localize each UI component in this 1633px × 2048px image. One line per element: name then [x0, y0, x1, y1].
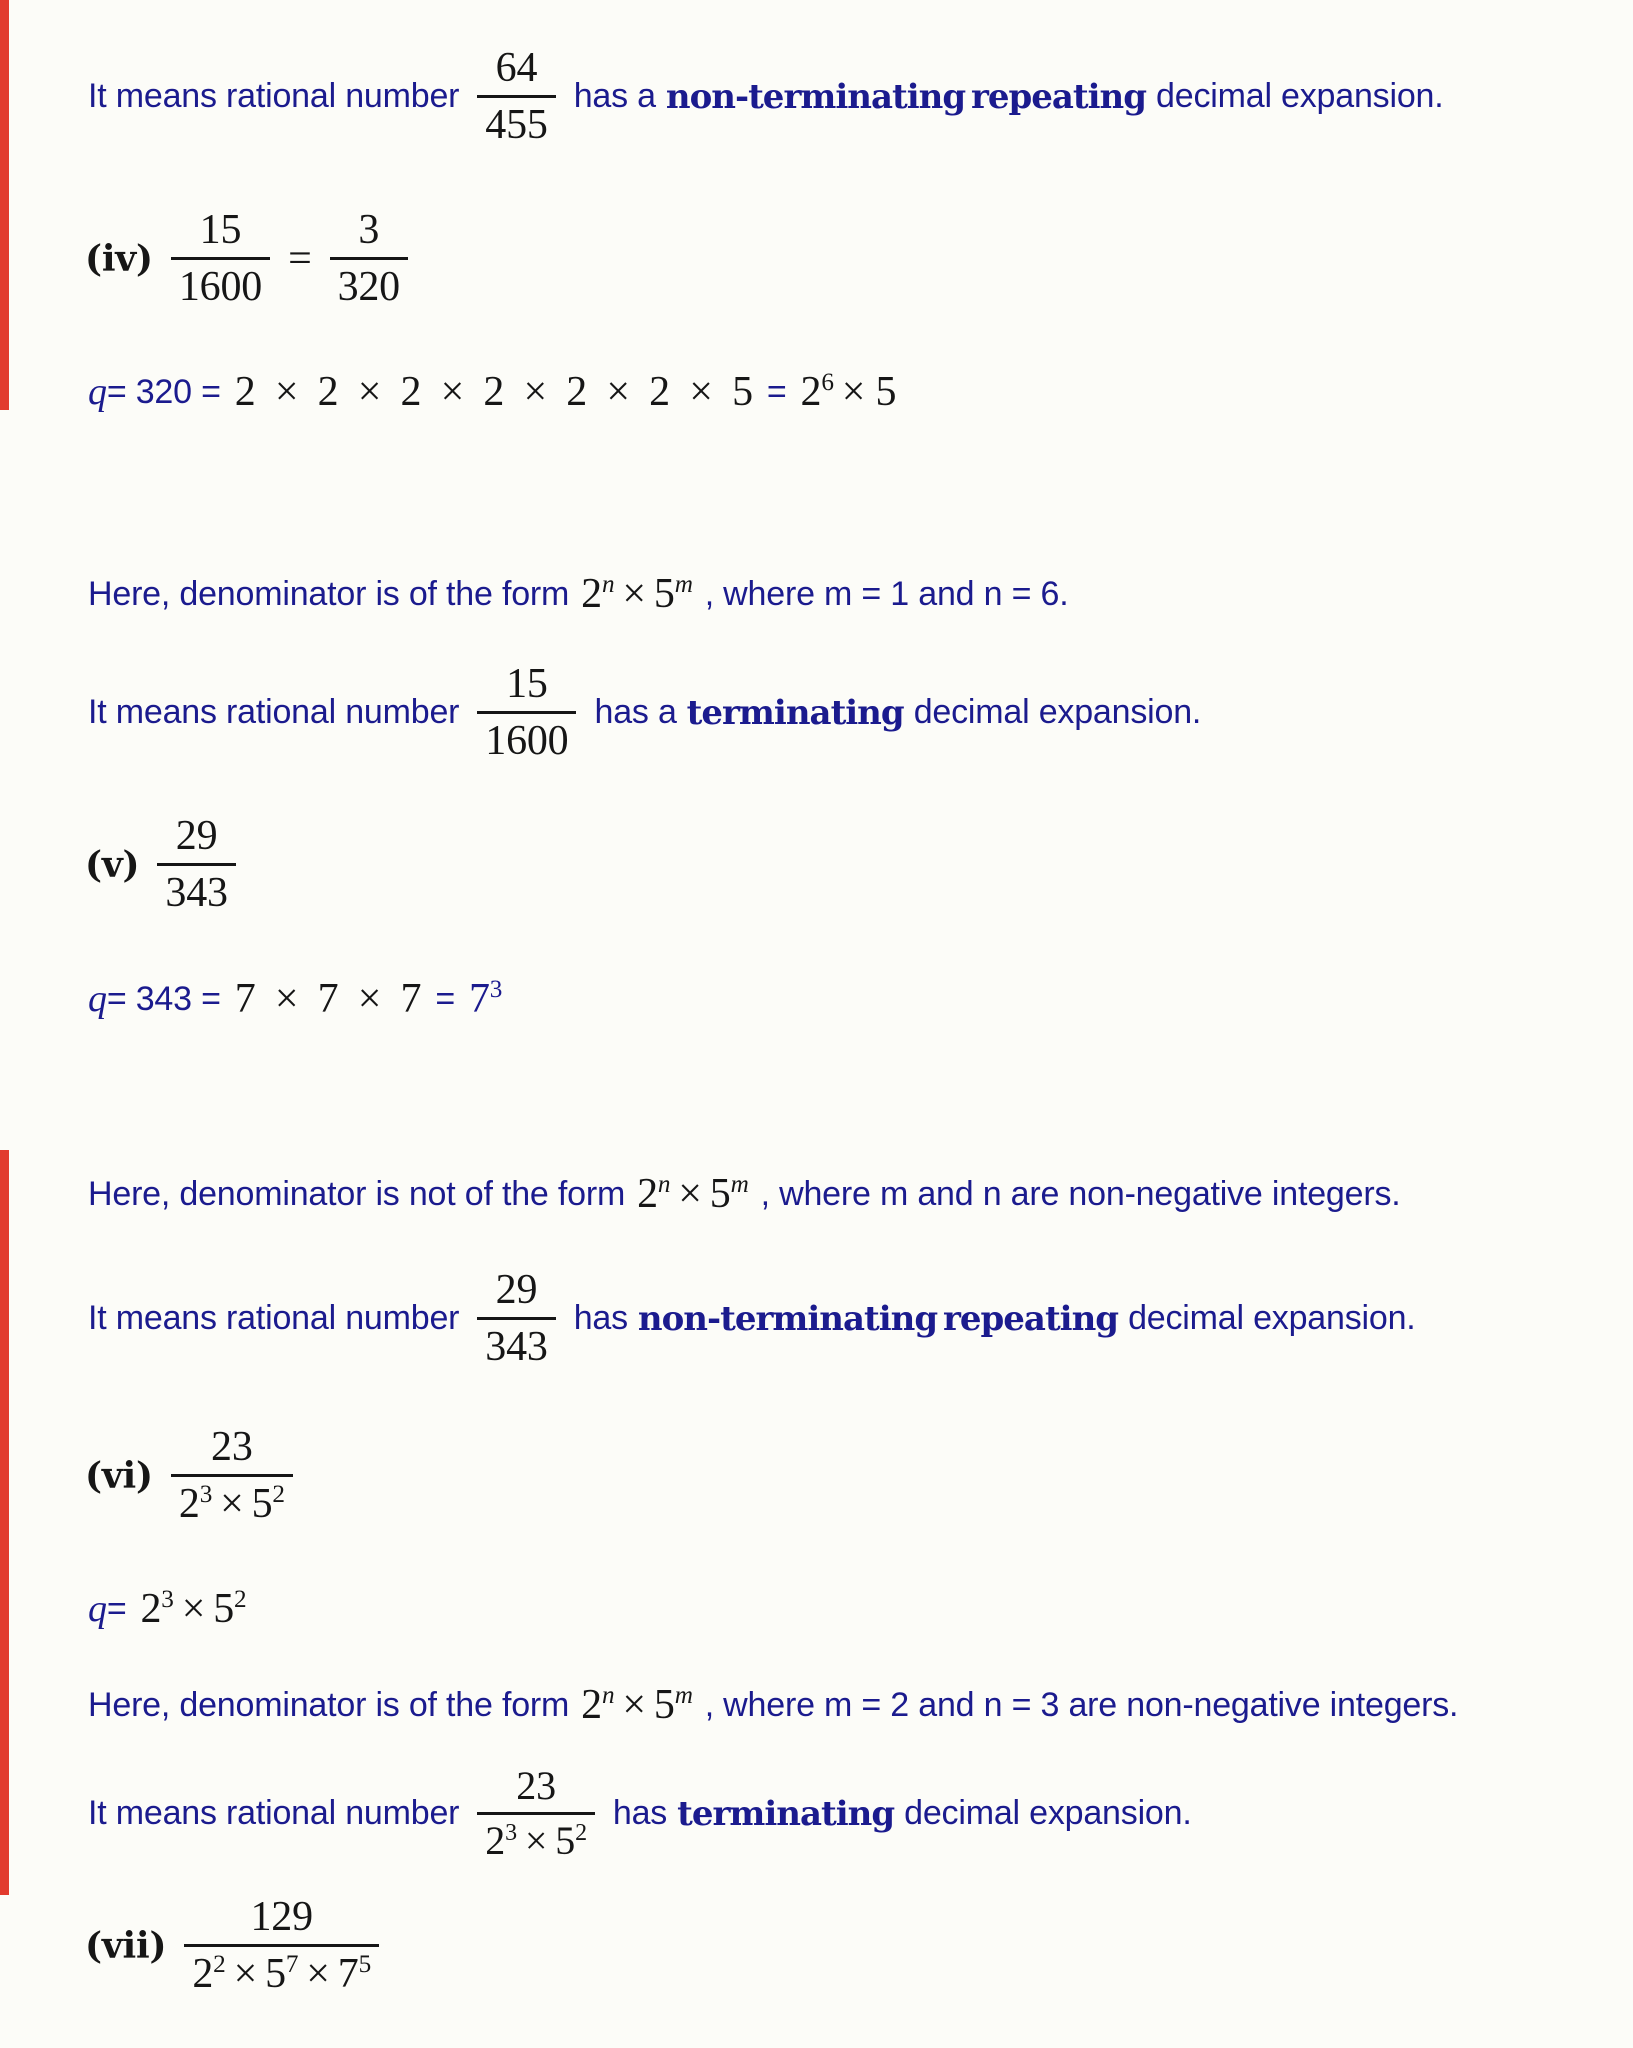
statement-text: Here, denominator is not of the form	[88, 1174, 626, 1213]
power-base: 2	[140, 1586, 162, 1632]
times-sign: ×	[306, 1951, 330, 1998]
item-label: (v)	[85, 843, 140, 886]
statement-text: decimal expansion.	[1128, 1299, 1416, 1338]
statement-text: has a	[573, 77, 656, 116]
power-expression	[469, 975, 502, 1023]
power-exponent: 2	[575, 1820, 587, 1847]
fraction-denominator	[477, 1820, 595, 1862]
statement-64-455	[88, 46, 1444, 147]
q-factorization-343	[88, 975, 502, 1023]
statement-text: , where m = 1 and n = 6.	[704, 574, 1069, 613]
form-expression-2n-5m	[581, 1681, 693, 1729]
power-exponent: 2	[234, 1586, 247, 1614]
emphasis-text: non-terminating repeating	[637, 1298, 1119, 1339]
q-variable: q	[88, 1588, 107, 1630]
power-expression	[140, 1585, 246, 1633]
statement-text: decimal expansion.	[913, 693, 1202, 732]
fraction-23-over-2^3x5^2	[477, 1765, 595, 1862]
form-expression-2n-5m	[581, 570, 693, 618]
equals-sign: =	[435, 979, 455, 1018]
power-exponent: m	[674, 1682, 693, 1710]
denominator-form-statement-v	[88, 1170, 1400, 1218]
equation-text: = 320 =	[106, 372, 221, 411]
power-base: 2	[581, 1682, 602, 1728]
power-exponent: 3	[199, 1481, 213, 1509]
power-base: 5	[653, 571, 675, 617]
fraction-29-343	[157, 814, 235, 915]
statement-text: It means rational number	[88, 693, 460, 732]
power-exponent: m	[730, 1171, 749, 1199]
statement-text: It means rational number	[88, 1794, 460, 1832]
statement-text: has a	[594, 693, 677, 732]
left-border-accent-bottom	[0, 1150, 9, 1895]
power-base: 5	[265, 1951, 286, 1998]
times-sign: ×	[678, 1171, 702, 1217]
fraction-bar	[184, 1944, 379, 1947]
times-factor: × 5	[841, 369, 897, 415]
equals-sign: =	[106, 1589, 127, 1628]
statement-text: , where m = 2 and n = 3 are non-negative integers.	[704, 1685, 1459, 1724]
power-base: 2	[178, 1481, 200, 1528]
power-base: 7	[337, 1951, 359, 1998]
statement-text: , where m and n are non-negative integers.	[760, 1174, 1401, 1213]
emphasis-text: terminating	[677, 1793, 895, 1834]
fraction-64-455	[477, 46, 555, 147]
q-variable: q	[88, 978, 107, 1020]
power-exponent: 3	[505, 1820, 517, 1847]
fraction-numerator: 129	[250, 1894, 313, 1940]
q-variable: q	[88, 371, 107, 413]
fraction-numerator: 64	[495, 45, 538, 91]
fraction-numerator: 29	[495, 1267, 538, 1313]
fraction-bar	[477, 1317, 555, 1320]
item-v	[85, 814, 254, 915]
power-exponent: n	[657, 1171, 671, 1199]
power-base: 2	[192, 1951, 214, 1998]
denominator-form-statement-iv	[88, 570, 1068, 618]
statement-text: decimal expansion.	[1156, 77, 1444, 116]
item-iv	[85, 208, 426, 309]
power-base: 7	[468, 976, 490, 1022]
statement-text: It means rational number	[88, 77, 460, 116]
fraction-29-343	[477, 1268, 555, 1369]
item-vii	[85, 1895, 397, 1996]
prime-factors: 7 × 7 × 7	[234, 976, 422, 1022]
times-sign: ×	[524, 1818, 548, 1863]
fraction-denominator: 343	[165, 870, 228, 917]
fraction-numerator: 15	[199, 207, 242, 253]
fraction-bar	[171, 1474, 293, 1477]
fraction-numerator: 23	[516, 1763, 556, 1808]
statement-text: Here, denominator is of the form	[88, 1685, 570, 1724]
power-exponent: m	[674, 571, 693, 599]
fraction-bar	[157, 863, 235, 866]
power-exponent: 6	[821, 369, 834, 397]
left-border-accent-top	[0, 0, 9, 410]
q-factorization-vi	[88, 1585, 246, 1633]
power-exponent: n	[601, 571, 615, 599]
fraction-denominator: 1600	[485, 718, 569, 765]
fraction-denominator: 343	[485, 1324, 548, 1371]
fraction-denominator	[184, 1952, 379, 1996]
denominator-form-statement-vi	[88, 1681, 1458, 1729]
times-sign: ×	[622, 1682, 646, 1728]
fraction-bar	[171, 257, 270, 260]
statement-29-343	[88, 1268, 1416, 1369]
power-base: 5	[709, 1171, 731, 1217]
statement-text: Here, denominator is of the form	[88, 574, 570, 613]
fraction-numerator: 23	[211, 1424, 253, 1470]
emphasis-text: non-terminating repeating	[665, 76, 1147, 117]
emphasis-text: terminating	[686, 692, 904, 733]
fraction-denominator: 455	[485, 102, 548, 149]
power-exponent: 2	[213, 1951, 226, 1979]
power-base: 2	[637, 1171, 658, 1217]
item-label: (vi)	[85, 1454, 153, 1497]
fraction-denominator: 320	[337, 264, 400, 311]
power-base: 2	[581, 571, 602, 617]
fraction-bar	[477, 711, 576, 714]
power-exponent: 3	[489, 976, 503, 1004]
fraction-numerator: 15	[506, 661, 548, 707]
item-vi	[85, 1425, 311, 1526]
power-base: 2	[800, 369, 822, 415]
statement-text: It means rational number	[88, 1299, 460, 1338]
power-base: 5	[653, 1682, 675, 1728]
power-base: 5	[213, 1586, 234, 1632]
fraction-129-over-2^2x5^7x7^5	[184, 1895, 379, 1996]
power-expression	[801, 368, 905, 416]
statement-23	[88, 1765, 1192, 1862]
power-base: 5	[251, 1481, 273, 1528]
power-exponent: 2	[272, 1481, 285, 1509]
power-exponent: 3	[161, 1586, 174, 1614]
statement-15-1600	[88, 662, 1201, 763]
times-sign: ×	[233, 1951, 258, 1998]
fraction-3-320	[330, 208, 408, 309]
times-sign: ×	[220, 1481, 244, 1528]
statement-text: has	[612, 1794, 668, 1832]
equals-sign: =	[288, 235, 312, 282]
prime-factors: 2 × 2 × 2 × 2 × 2 × 2 × 5	[234, 369, 753, 415]
q-factorization-320	[88, 368, 904, 416]
fraction-numerator: 29	[175, 813, 218, 859]
power-exponent: 5	[358, 1951, 371, 1979]
statement-text: has	[573, 1299, 628, 1338]
times-sign: ×	[181, 1586, 206, 1632]
fraction-bar	[477, 95, 555, 98]
equals-sign: =	[766, 372, 787, 411]
fraction-bar	[477, 1812, 595, 1815]
fraction-23-over-2^3x5^2	[171, 1425, 293, 1526]
fraction-15-1600	[477, 662, 576, 763]
power-base: 2	[485, 1818, 506, 1863]
equation-text: = 343 =	[106, 979, 221, 1018]
fraction-bar	[330, 257, 408, 260]
form-expression-2n-5m	[637, 1170, 749, 1218]
power-exponent: 7	[285, 1951, 299, 1979]
fraction-15-1600	[171, 208, 270, 309]
fraction-numerator: 3	[358, 207, 380, 253]
item-label: (iv)	[85, 237, 153, 280]
statement-text: decimal expansion.	[904, 1794, 1192, 1832]
fraction-denominator: 1600	[178, 264, 263, 311]
power-base: 5	[555, 1818, 576, 1863]
power-exponent: n	[601, 1682, 615, 1710]
item-label: (vii)	[85, 1924, 167, 1967]
fraction-denominator	[171, 1482, 293, 1526]
times-sign: ×	[622, 571, 646, 617]
